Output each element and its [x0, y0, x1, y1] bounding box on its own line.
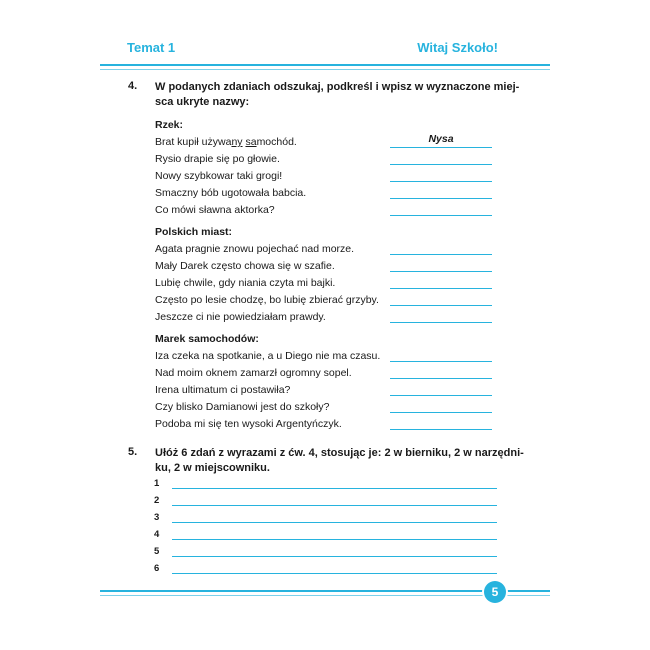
writing-line[interactable] — [172, 522, 497, 523]
topic-label: Temat 1 — [127, 40, 176, 55]
exercise-5-number: 5. — [128, 446, 138, 458]
sentence: Często po lesie chodzę, bo lubię zbierać grzyby. — [155, 294, 379, 306]
line-number: 5 — [154, 546, 160, 557]
header-rule-thin — [100, 69, 550, 70]
footer-rule — [100, 590, 550, 592]
sentence: Podoba mi się ten wysoki Argentyńczyk. — [155, 418, 342, 430]
answer-line[interactable] — [390, 395, 492, 396]
category-rivers: Rzek: — [155, 119, 184, 131]
line-number: 2 — [154, 495, 160, 506]
category-polish-cities: Polskich miast: — [155, 226, 233, 238]
sentence: Czy blisko Damianowi jest do szkoły? — [155, 401, 330, 413]
line-number: 1 — [154, 478, 160, 489]
writing-line[interactable] — [172, 505, 497, 506]
answer-line[interactable] — [390, 288, 492, 289]
answer-line[interactable] — [390, 305, 492, 306]
writing-line[interactable] — [172, 539, 497, 540]
sentence: Lubię chwile, gdy niania czyta mi bajki. — [155, 277, 336, 289]
exercise-4-instruction — [155, 80, 520, 110]
answer-line[interactable] — [390, 378, 492, 379]
line-number: 4 — [154, 529, 160, 540]
answer-line[interactable] — [390, 271, 492, 272]
sentence: Jeszcze ci nie powiedziałam prawdy. — [155, 311, 326, 323]
footer-rule-thin — [100, 595, 550, 596]
answer-line[interactable] — [390, 164, 492, 165]
answer-line[interactable] — [390, 412, 492, 413]
answer-line[interactable] — [390, 322, 492, 323]
instruction-line: ku, 2 w miejscowniku. — [155, 462, 270, 474]
sentence: Mały Darek często chowa się w szafie. — [155, 260, 335, 272]
sentence: Irena ultimatum ci postawiła? — [155, 384, 291, 396]
writing-line[interactable] — [172, 488, 497, 489]
sentence: Nowy szybkowar taki grogi! — [155, 170, 283, 182]
page-header-title: Witaj Szkoło! — [417, 40, 498, 55]
underlined-fragment: ny — [231, 136, 243, 148]
line-number: 6 — [154, 563, 160, 574]
sentence: Brat kupił używany samochód. — [155, 136, 297, 148]
sentence: Co mówi sławna aktorka? — [155, 204, 275, 216]
writing-line[interactable] — [172, 573, 497, 574]
header-rule — [100, 64, 550, 66]
page-number: 5 — [484, 581, 506, 603]
sentence: Rysio drapie się po głowie. — [155, 153, 280, 165]
answer-line[interactable] — [390, 361, 492, 362]
instruction-line: sca ukryte nazwy: — [155, 96, 250, 108]
instruction-line: Ułóż 6 zdań z wyrazami z ćw. 4, stosując je: 2 w bierniku, 2 w narzędni- — [155, 447, 524, 459]
category-car-brands: Marek samochodów: — [155, 333, 259, 345]
line-number: 3 — [154, 512, 160, 523]
answer-line[interactable] — [390, 254, 492, 255]
answer-line[interactable] — [390, 181, 492, 182]
exercise-4-number: 4. — [128, 80, 138, 92]
writing-line[interactable] — [172, 556, 497, 557]
answer-text: Nysa — [428, 133, 454, 145]
answer-line[interactable] — [390, 215, 492, 216]
sentence: Nad moim oknem zamarzł ogromny sopel. — [155, 367, 352, 379]
instruction-line: W podanych zdaniach odszukaj, podkreśl i wpisz w wyznaczone miej- — [155, 81, 520, 93]
sentence: Iza czeka na spotkanie, a u Diego nie ma czasu. — [155, 350, 381, 362]
answer-line[interactable] — [390, 147, 492, 148]
answer-line[interactable] — [390, 429, 492, 430]
answer-line[interactable] — [390, 198, 492, 199]
underlined-fragment: sa — [245, 136, 257, 148]
sentence: Agata pragnie znowu pojechać nad morze. — [155, 243, 355, 255]
sentence: Smaczny bób ugotowała babcia. — [155, 187, 307, 199]
exercise-5-instruction — [155, 446, 524, 476]
